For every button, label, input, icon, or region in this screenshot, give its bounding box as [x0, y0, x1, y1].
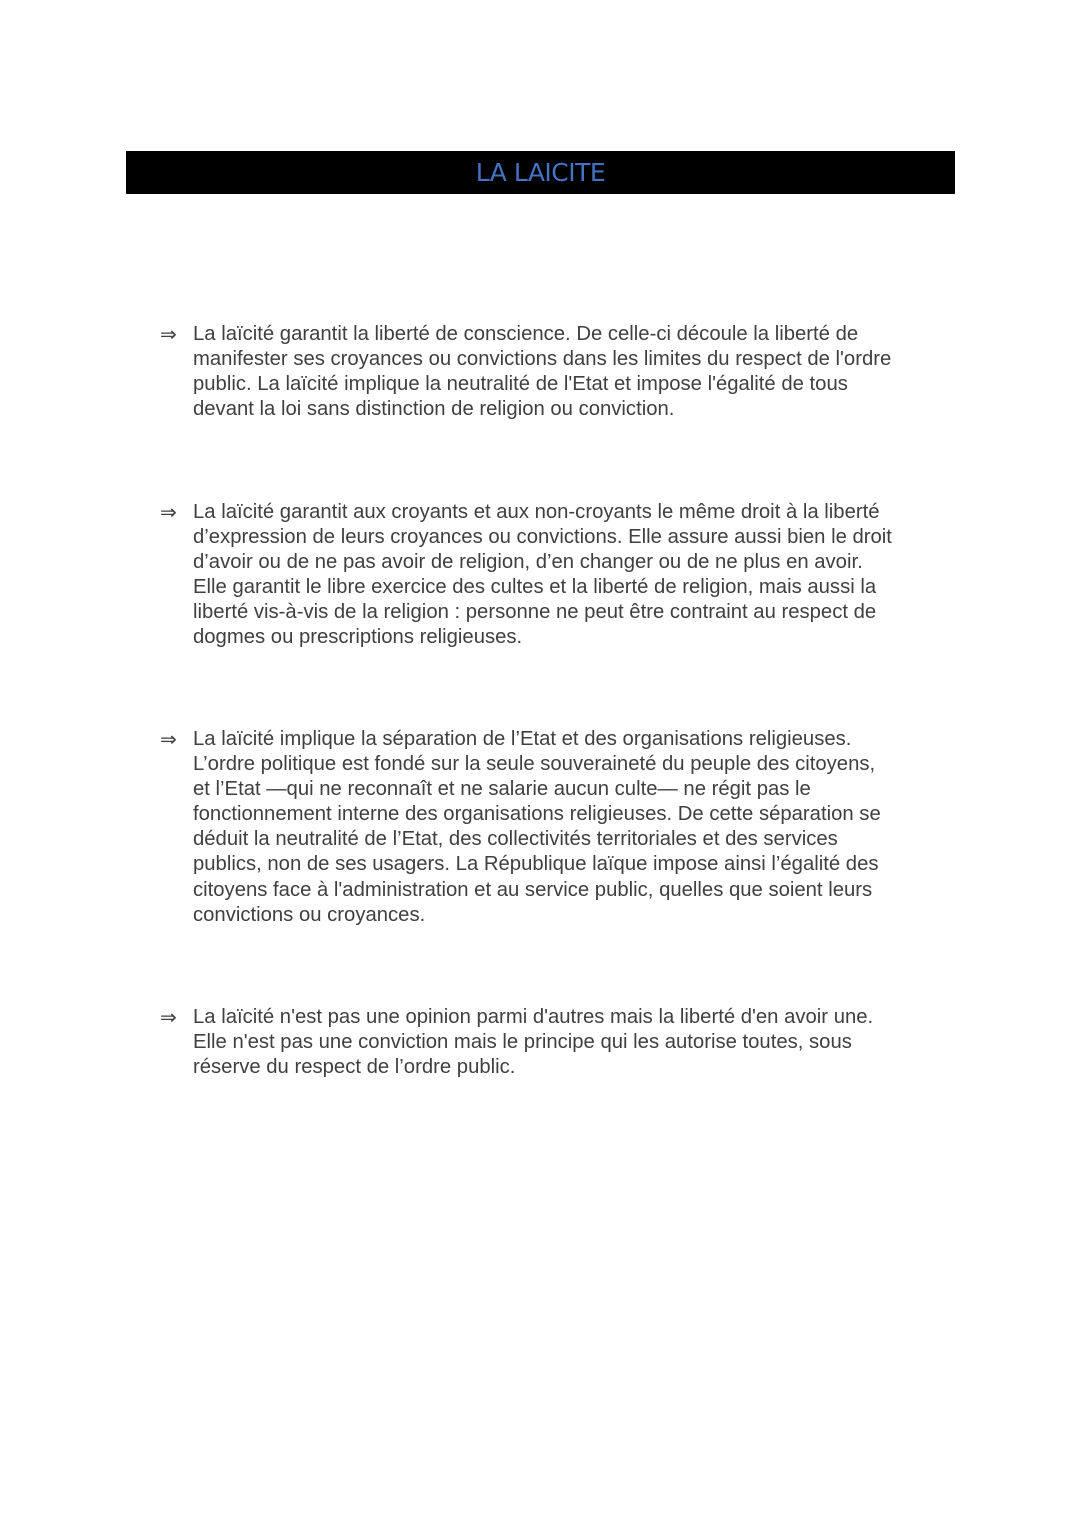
page-title: LA LAICITE — [475, 158, 606, 187]
paragraph: La laïcité n'est pas une opinion parmi d'autres mais la liberté d'en avoir une. Elle n'est pas une conviction mais le principe qui les autorise toutes, sous réserve du respect de l’ordre public. — [193, 1006, 874, 1079]
list-item — [160, 500, 960, 651]
title-banner — [126, 151, 955, 194]
list-item — [160, 1005, 960, 1080]
double-arrow-right-icon: ⇒ — [160, 727, 177, 751]
double-arrow-right-icon: ⇒ — [160, 322, 177, 346]
double-arrow-right-icon: ⇒ — [160, 500, 177, 524]
paragraph: La laïcité garantit la liberté de conscience. De celle-ci découle la liberté de manifester ses croyances ou convictions dans les limites du respect de l'ordre public. La laïcité implique la neutralité de l'Etat et impose l'égalité de tous devant la loi sans distinction de religion ou conviction. — [193, 323, 892, 421]
paragraph: La laïcité garantit aux croyants et aux non-croyants le même droit à la liberté d’expression de leurs croyances ou convictions. Elle assure aussi bien le droit d’avoir ou de ne pas avoir de religion, d’en changer ou de ne plus en avoir. Elle garantit le libre exercice des cultes et la liberté de religion, mais aussi la liberté vis-à-vis de la religion : personne ne peut être contraint au respect de dogmes ou prescriptions religieuses. — [193, 501, 892, 649]
double-arrow-right-icon: ⇒ — [160, 1005, 177, 1029]
list-item — [160, 322, 960, 422]
list-item — [160, 727, 960, 928]
paragraph: La laïcité implique la séparation de l’Etat et des organisations religieuses. L’ordre politique est fondé sur la seule souveraineté du peuple des citoyens, et l’Etat —qui ne reconnaît et ne salarie aucun culte— ne régit pas le fonctionnement interne des organisations religieuses. De cette séparation se déduit la neutralité de l’Etat, des collectivités territoriales et des services publics, non de ses usagers. La République laïque impose ainsi l’égalité des citoyens face à l'administration et au service public, quelles que soient leurs convictions ou croyances. — [193, 728, 881, 926]
